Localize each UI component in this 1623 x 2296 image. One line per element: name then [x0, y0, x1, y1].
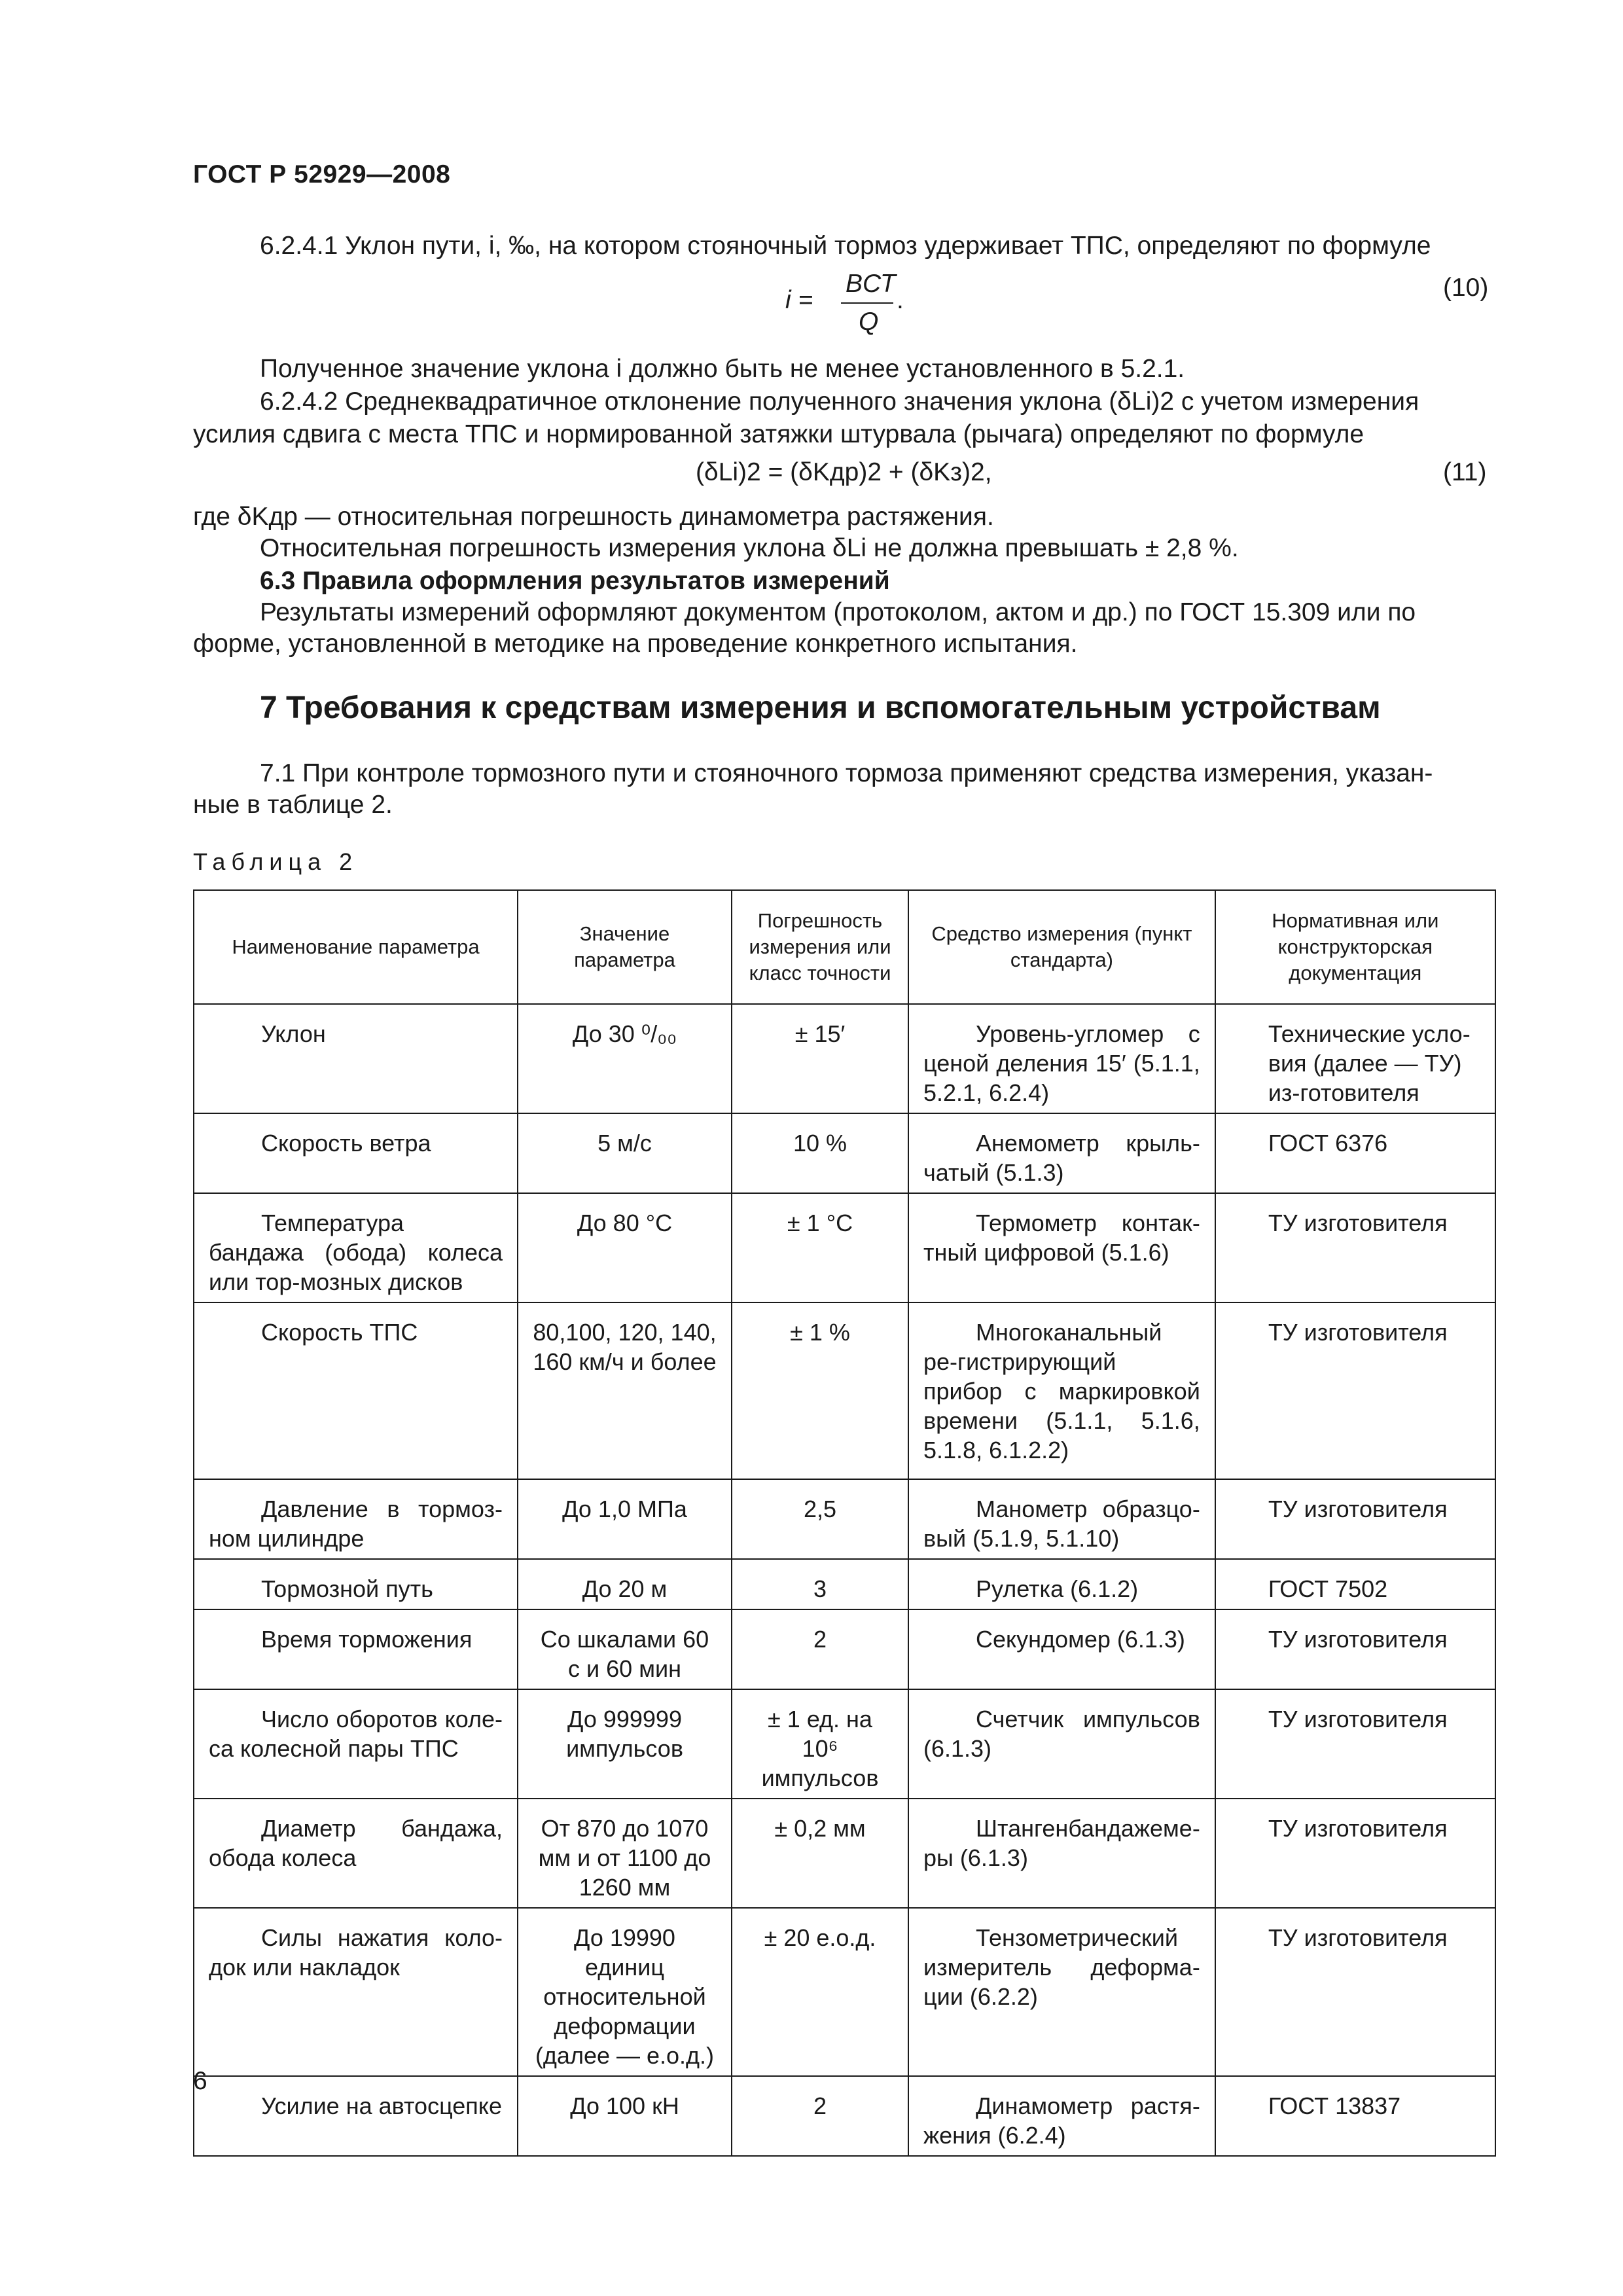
cell-text: Анемометр крыль-чатый (5.1.3) [923, 1130, 1200, 1186]
formula-10-number: (10) [1443, 274, 1489, 302]
table-row [194, 1302, 1495, 1479]
instrument-cell [908, 1559, 1215, 1609]
accuracy-cell [732, 1479, 908, 1559]
formula-10-lhs: i = [785, 286, 813, 314]
cell-text: Скорость ТПС [261, 1319, 418, 1346]
param-name-cell [194, 1609, 518, 1689]
cell-text: Число оборотов коле-са колесной пары ТПС [209, 1706, 503, 1762]
cell-text: Динамометр растя-жения (6.2.4) [923, 2092, 1200, 2149]
doc-cell [1215, 1004, 1495, 1113]
paragraph-results-line1: Результаты измерений оформляют документом (протоколом, актом и др.) по ГОСТ 15.309 или по [260, 598, 1416, 626]
cell-text: ± 20 е.о.д. [764, 1924, 876, 1951]
subsection-6-3-title: 6.3 Правила оформления результатов измерений [260, 567, 890, 595]
section-7-title: 7 Требования к средствам измерения и вспомогательным устройствам [260, 691, 1381, 725]
cell-text: ± 1 ед. на 10⁶ импульсов [761, 1706, 879, 1791]
cell-text: 2 [813, 1626, 827, 1653]
paragraph-7-1-line1: 7.1 При контроле тормозного пути и стояночного тормоза применяют средства измерения, указан- [260, 759, 1433, 787]
page-number: 6 [193, 2067, 207, 2095]
paragraph-where: где δKдр — относительная погрешность динамометра растяжения. [193, 503, 994, 531]
param-value-cell [518, 1689, 732, 1799]
cell-text: Уклон [261, 1020, 326, 1047]
table-row [194, 1689, 1495, 1799]
accuracy-cell [732, 1908, 908, 2076]
param-value-cell [518, 2076, 732, 2156]
param-name-cell [194, 1799, 518, 1908]
cell-text: ± 0,2 мм [774, 1815, 866, 1842]
cell-text: До 80 °С [577, 1210, 673, 1236]
table-row [194, 2076, 1495, 2156]
cell-text: Уровень-угломер с ценой деления 15′ (5.1.1, 5.2.1, 6.2.4) [923, 1020, 1200, 1106]
instrument-cell [908, 2076, 1215, 2156]
paragraph-results-line2: форме, установленной в методике на проведение конкретного испытания. [193, 630, 1078, 658]
header-cell: Значение параметра [518, 890, 732, 1004]
cell-text: От 870 до 1070 мм и от 1100 до 1260 мм [538, 1815, 711, 1901]
cell-text: Термометр контак-тный цифровой (5.1.6) [923, 1210, 1200, 1266]
table-row [194, 1799, 1495, 1908]
measurement-tools-table [193, 889, 1496, 2157]
cell-text: ТУ изготовителя [1268, 1706, 1448, 1732]
param-value-cell [518, 1479, 732, 1559]
cell-text: Секундомер (6.1.3) [976, 1626, 1185, 1653]
instrument-cell [908, 1609, 1215, 1689]
cell-text: Счетчик импульсов (6.1.3) [923, 1706, 1200, 1762]
formula-10-denominator: Q [859, 308, 879, 336]
table-row [194, 1113, 1495, 1193]
doc-cell [1215, 1799, 1495, 1908]
cell-text: До 30 ⁰/₀₀ [572, 1020, 677, 1047]
header-cell: Нормативная или конструкторская документация [1215, 890, 1495, 1004]
doc-cell [1215, 1113, 1495, 1193]
cell-text: Рулетка (6.1.2) [976, 1575, 1139, 1602]
cell-text: ТУ изготовителя [1268, 1210, 1448, 1236]
formula-10-numerator: BСТ [846, 270, 896, 298]
accuracy-cell [732, 2076, 908, 2156]
cell-text: 2 [813, 2092, 827, 2119]
accuracy-cell [732, 1004, 908, 1113]
cell-text: Скорость ветра [261, 1130, 431, 1157]
accuracy-cell [732, 1302, 908, 1479]
paragraph-uklon-result: Полученное значение уклона i должно быть не менее установленного в 5.2.1. [260, 355, 1185, 383]
doc-cell [1215, 1193, 1495, 1302]
accuracy-cell [732, 1113, 908, 1193]
param-name-cell [194, 1193, 518, 1302]
instrument-cell [908, 1479, 1215, 1559]
param-name-cell [194, 1689, 518, 1799]
doc-cell [1215, 1559, 1495, 1609]
param-name-cell [194, 1479, 518, 1559]
cell-text: Усилие на автосцепке [261, 2092, 502, 2119]
cell-text: ± 1 % [790, 1319, 850, 1346]
paragraph-6-2-4-2-line2: усилия сдвига с места ТПС и нормированной затяжки штурвала (рычага) определяют по формуле [193, 420, 1364, 448]
param-value-cell [518, 1609, 732, 1689]
paragraph-7-1-line2: ные в таблице 2. [193, 791, 393, 819]
param-name-cell [194, 1004, 518, 1113]
cell-text: Время торможения [261, 1626, 473, 1653]
cell-text: Температура бандажа (обода) колеса или тор-мозных дисков [209, 1210, 503, 1295]
cell-text: 3 [813, 1575, 827, 1602]
cell-text: 2,5 [803, 1496, 837, 1522]
header-cell: Погрешность измерения или класс точности [732, 890, 908, 1004]
doc-cell [1215, 1609, 1495, 1689]
document-header: ГОСТ Р 52929—2008 [193, 160, 451, 188]
instrument-cell [908, 1799, 1215, 1908]
cell-text: ГОСТ 13837 [1268, 2092, 1401, 2119]
header-cell: Наименование параметра [194, 890, 518, 1004]
instrument-cell [908, 1689, 1215, 1799]
instrument-cell [908, 1113, 1215, 1193]
accuracy-cell [732, 1559, 908, 1609]
accuracy-cell [732, 1609, 908, 1689]
doc-cell [1215, 1908, 1495, 2076]
instrument-cell [908, 1004, 1215, 1113]
cell-text: Штангенбандажеме-ры (6.1.3) [923, 1815, 1200, 1871]
param-value-cell [518, 1004, 732, 1113]
cell-text: Давление в тормоз-ном цилиндре [209, 1496, 503, 1552]
accuracy-cell [732, 1689, 908, 1799]
paragraph-6-2-4-1: 6.2.4.1 Уклон пути, i, ‰, на котором стояночный тормоз удерживает ТПС, определяют по формуле [260, 232, 1431, 260]
table-row [194, 1193, 1495, 1302]
header-cell: Средство измерения (пункт стандарта) [908, 890, 1215, 1004]
cell-text: ТУ изготовителя [1268, 1924, 1448, 1951]
cell-text: ± 15′ [794, 1020, 846, 1047]
cell-text: Со шкалами 60 с и 60 мин [540, 1626, 709, 1682]
param-name-cell [194, 1559, 518, 1609]
table-header-row [194, 890, 1495, 1004]
paragraph-6-2-4-2-line1: 6.2.4.2 Среднеквадратичное отклонение полученного значения уклона (δLi)2 с учетом измерения [260, 387, 1419, 416]
doc-cell [1215, 1689, 1495, 1799]
formula-11: (δLi)2 = (δKдр)2 + (δKз)2, [696, 458, 992, 486]
cell-text: ГОСТ 6376 [1268, 1130, 1388, 1157]
doc-cell [1215, 1479, 1495, 1559]
cell-text: До 20 м [582, 1575, 668, 1602]
param-name-cell [194, 2076, 518, 2156]
cell-text: Манометр образцо-вый (5.1.9, 5.1.10) [923, 1496, 1200, 1552]
cell-text: 10 % [793, 1130, 847, 1157]
cell-text: ТУ изготовителя [1268, 1319, 1448, 1346]
cell-text: Тензометрический измеритель деформа-ции (6.2.2) [923, 1924, 1200, 2010]
param-value-cell [518, 1193, 732, 1302]
param-value-cell [518, 1302, 732, 1479]
instrument-cell [908, 1302, 1215, 1479]
table-row [194, 1559, 1495, 1609]
fraction-bar [841, 302, 893, 304]
instrument-cell [908, 1193, 1215, 1302]
param-value-cell [518, 1799, 732, 1908]
cell-text: ТУ изготовителя [1268, 1626, 1448, 1653]
param-name-cell [194, 1302, 518, 1479]
param-value-cell [518, 1113, 732, 1193]
param-value-cell [518, 1908, 732, 2076]
cell-text: До 999999 импульсов [566, 1706, 683, 1762]
doc-cell [1215, 2076, 1495, 2156]
param-name-cell [194, 1113, 518, 1193]
cell-text: 5 м/с [597, 1130, 652, 1157]
cell-text: ГОСТ 7502 [1268, 1575, 1388, 1602]
cell-text: Диаметр бандажа, обода колеса [209, 1815, 503, 1871]
cell-text: Технические усло-вия (далее — ТУ) из-готовителя [1268, 1020, 1471, 1106]
cell-text: 80,100, 120, 140, 160 км/ч и более [533, 1319, 717, 1375]
instrument-cell [908, 1908, 1215, 2076]
formula-10-tail: . [897, 286, 904, 314]
cell-text: Тормозной путь [261, 1575, 433, 1602]
cell-text: Силы нажатия коло-док или накладок [209, 1924, 503, 1981]
param-value-cell [518, 1559, 732, 1609]
accuracy-cell [732, 1193, 908, 1302]
table-row [194, 1479, 1495, 1559]
cell-text: ± 1 °С [787, 1210, 853, 1236]
table-caption: Таблица 2 [193, 848, 359, 875]
table-row [194, 1004, 1495, 1113]
table-row [194, 1609, 1495, 1689]
cell-text: До 19990 единиц относительной деформации (далее — е.о.д.) [535, 1924, 715, 2069]
cell-text: Многоканальный ре-гистрирующий прибор с маркировкой времени (5.1.1, 5.1.6, 5.1.8, 6.1.2.2) [923, 1319, 1200, 1463]
cell-text: ТУ изготовителя [1268, 1815, 1448, 1842]
cell-text: До 1,0 МПа [562, 1496, 687, 1522]
cell-text: ТУ изготовителя [1268, 1496, 1448, 1522]
formula-11-number: (11) [1443, 458, 1487, 486]
accuracy-cell [732, 1799, 908, 1908]
param-name-cell [194, 1908, 518, 2076]
cell-text: До 100 кН [570, 2092, 679, 2119]
table-row [194, 1908, 1495, 2076]
doc-cell [1215, 1302, 1495, 1479]
paragraph-relative-error: Относительная погрешность измерения уклона δLi не должна превышать ± 2,8 %. [260, 534, 1239, 562]
